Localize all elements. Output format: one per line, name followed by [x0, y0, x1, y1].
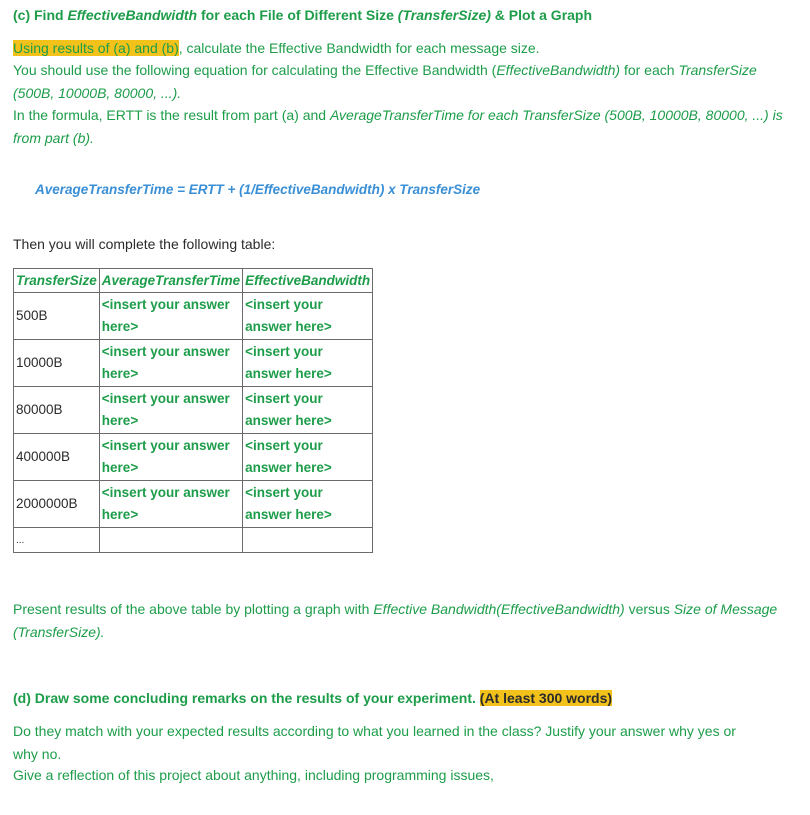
cell-effective-bandwidth[interactable]: <insert your answer here>	[243, 434, 373, 481]
cell-ellipsis: ...	[14, 528, 100, 553]
cell-average-transfer-time[interactable]: <insert your answer here>	[99, 293, 242, 340]
cell-average-transfer-time[interactable]: <insert your answer here>	[99, 481, 242, 528]
table-row-ellipsis	[14, 528, 373, 553]
paragraph-formula-explanation: In the formula, ERTT is the result from part (a) and AverageTransferTime for each TransferSize (500B, 10000B, 80000, ...) is from part (b).	[13, 107, 783, 146]
header-effective-bandwidth: EffectiveBandwidth	[243, 269, 373, 293]
table-intro: Then you will complete the following table:	[13, 236, 276, 252]
cell-empty[interactable]	[99, 528, 242, 553]
table-row	[14, 434, 373, 481]
table-row	[14, 293, 373, 340]
cell-average-transfer-time[interactable]: <insert your answer here>	[99, 387, 242, 434]
section-c-heading: (c) Find EffectiveBandwidth for each File of Different Size (TransferSize) & Plot a Graph	[13, 7, 593, 23]
section-d-heading: (d) Draw some concluding remarks on the results of your experiment. (At least 300 words)	[13, 690, 613, 706]
cell-effective-bandwidth[interactable]: <insert your answer here>	[243, 340, 373, 387]
cell-size: 400000B	[14, 434, 100, 481]
cell-size: 10000B	[14, 340, 100, 387]
cell-effective-bandwidth[interactable]: <insert your answer here>	[243, 293, 373, 340]
table-header-row	[14, 269, 373, 293]
paragraph-match-expected: Do they match with your expected results according to what you learned in the class? Justify your answer why yes or why no.	[13, 723, 736, 762]
header-average-transfer-time: AverageTransferTime	[99, 269, 242, 293]
table-row	[14, 481, 373, 528]
highlight-word-count: (At least 300 words)	[479, 690, 613, 706]
cell-size: 80000B	[14, 387, 100, 434]
cell-empty[interactable]	[243, 528, 373, 553]
highlight-text: Using results of (a) and (b)	[13, 40, 179, 56]
cell-average-transfer-time[interactable]: <insert your answer here>	[99, 434, 242, 481]
paragraph-present-results: Present results of the above table by plotting a graph with Effective Bandwidth(EffectiveBandwidth) versus Size of Message (TransferSize).	[13, 601, 778, 640]
header-transfer-size: TransferSize	[14, 269, 100, 293]
paragraph-equation-instruction: You should use the following equation for calculating the Effective Bandwidth (EffectiveBandwidth) for each TransferSize (500B, 10000B, 80000, ...).	[13, 62, 757, 101]
cell-average-transfer-time[interactable]: <insert your answer here>	[99, 340, 242, 387]
paragraph-using-results: Using results of (a) and (b), calculate the Effective Bandwidth for each message size.	[13, 40, 540, 56]
formula: AverageTransferTime = ERTT + (1/EffectiveBandwidth) x TransferSize	[35, 182, 481, 197]
table-row	[14, 340, 373, 387]
cell-effective-bandwidth[interactable]: <insert your answer here>	[243, 387, 373, 434]
cell-size: 2000000B	[14, 481, 100, 528]
results-table	[13, 268, 373, 553]
cell-size: 500B	[14, 293, 100, 340]
paragraph-reflection: Give a reflection of this project about anything, including programming issues,	[13, 767, 494, 783]
cell-effective-bandwidth[interactable]: <insert your answer here>	[243, 481, 373, 528]
table-row	[14, 387, 373, 434]
